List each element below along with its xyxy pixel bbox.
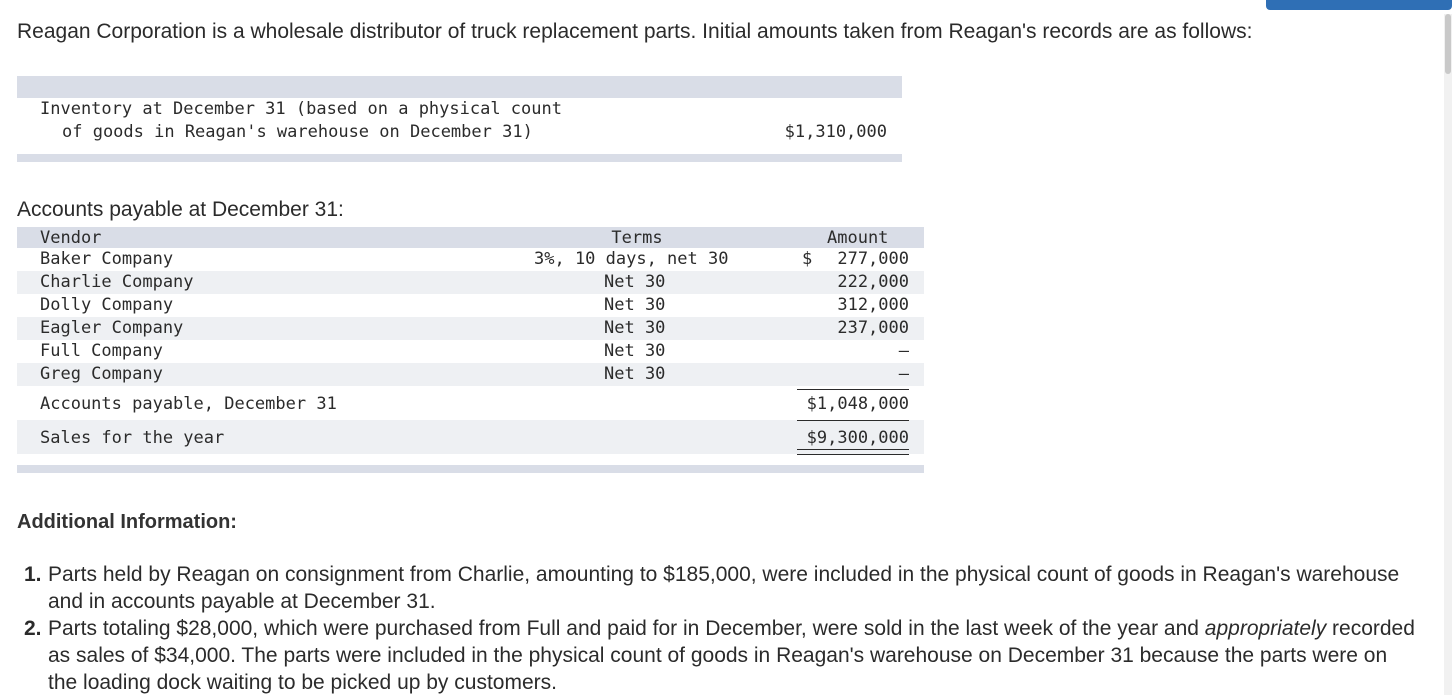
sales-rule — [797, 420, 909, 421]
inventory-footer-band — [17, 154, 902, 162]
table-row — [17, 317, 924, 340]
header-vendor: Vendor — [40, 228, 102, 248]
table-row — [17, 248, 924, 271]
table-row — [17, 271, 924, 294]
accounts-payable-title: Accounts payable at December 31: — [17, 198, 344, 221]
vendor-name: Baker Company — [40, 249, 174, 269]
vendor-amount: – — [898, 364, 909, 384]
vendor-name: Dolly Company — [40, 295, 174, 315]
accounts-payable-table — [17, 227, 924, 454]
inventory-label-line-1: Inventory at December 31 (based on a physical count — [40, 99, 562, 119]
vendor-amount: 277,000 — [837, 249, 909, 269]
sales-label: Sales for the year — [40, 428, 225, 448]
additional-info-heading: Additional Information: — [17, 511, 237, 533]
sales-double-rule — [797, 449, 909, 455]
list-item — [20, 615, 1420, 696]
vendor-terms: 3%, 10 days, net 30 — [534, 249, 729, 269]
scrollbar[interactable] — [1444, 14, 1452, 695]
table-row — [17, 294, 924, 317]
vendor-amount: 312,000 — [837, 295, 909, 315]
inventory-label-line-2: of goods in Reagan's warehouse on December 31) — [62, 122, 533, 142]
vendor-amount: 222,000 — [837, 272, 909, 292]
sales-row — [17, 420, 924, 454]
ap-footer-band — [17, 465, 924, 473]
vendor-name: Charlie Company — [40, 272, 194, 292]
vendor-terms: Net 30 — [604, 318, 666, 338]
vendor-terms: Net 30 — [604, 295, 666, 315]
vendor-terms: Net 30 — [604, 272, 666, 292]
vendor-name: Greg Company — [40, 364, 163, 384]
ap-total-label: Accounts payable, December 31 — [40, 394, 337, 414]
inventory-header-band — [17, 76, 902, 98]
vendor-amount: – — [898, 341, 909, 361]
item-text-before: Parts totaling $28,000, which were purchased from Full and paid for in December, were sold in the last week of the year and — [48, 617, 1205, 640]
list-item — [20, 561, 1420, 615]
item-emphasis: appropriately — [1204, 617, 1327, 640]
top-action-tab[interactable] — [1266, 0, 1452, 10]
vendor-terms: Net 30 — [604, 341, 666, 361]
item-text-after: recorded as sales of $34,000. The parts were included in the physical count of goods in Reagan's warehouse on December 31 because the parts were on the loading dock waiting to be picked up by customers. — [48, 617, 1415, 694]
ap-total-row — [17, 386, 924, 420]
table-header-row — [17, 227, 924, 248]
total-rule — [797, 389, 909, 390]
additional-info-list — [20, 561, 1420, 696]
vendor-amount: 237,000 — [837, 318, 909, 338]
vendor-terms: Net 30 — [604, 364, 666, 384]
inventory-amount: $1,310,000 — [784, 122, 887, 142]
vendor-name: Full Company — [40, 341, 163, 361]
item-text: Parts held by Reagan on consignment from Charlie, amounting to $185,000, were included in the physical count of goods in Reagan's warehouse and in accounts payable at December 31. — [48, 563, 1400, 613]
item-number: 2. — [24, 617, 42, 640]
header-amount: Amount — [827, 228, 889, 248]
table-row — [17, 340, 924, 363]
ap-total-amount: $1,048,000 — [806, 394, 909, 414]
intro-text: Reagan Corporation is a wholesale distributor of truck replacement parts. Initial amounts taken from Reagan's records are as follows: — [17, 20, 1253, 43]
vendor-name: Eagler Company — [40, 318, 184, 338]
sales-amount: $9,300,000 — [806, 428, 909, 448]
header-terms: Terms — [611, 228, 663, 248]
item-number: 1. — [24, 563, 42, 586]
table-row — [17, 363, 924, 386]
currency-symbol: $ — [802, 249, 813, 269]
scrollbar-thumb[interactable] — [1445, 14, 1451, 74]
